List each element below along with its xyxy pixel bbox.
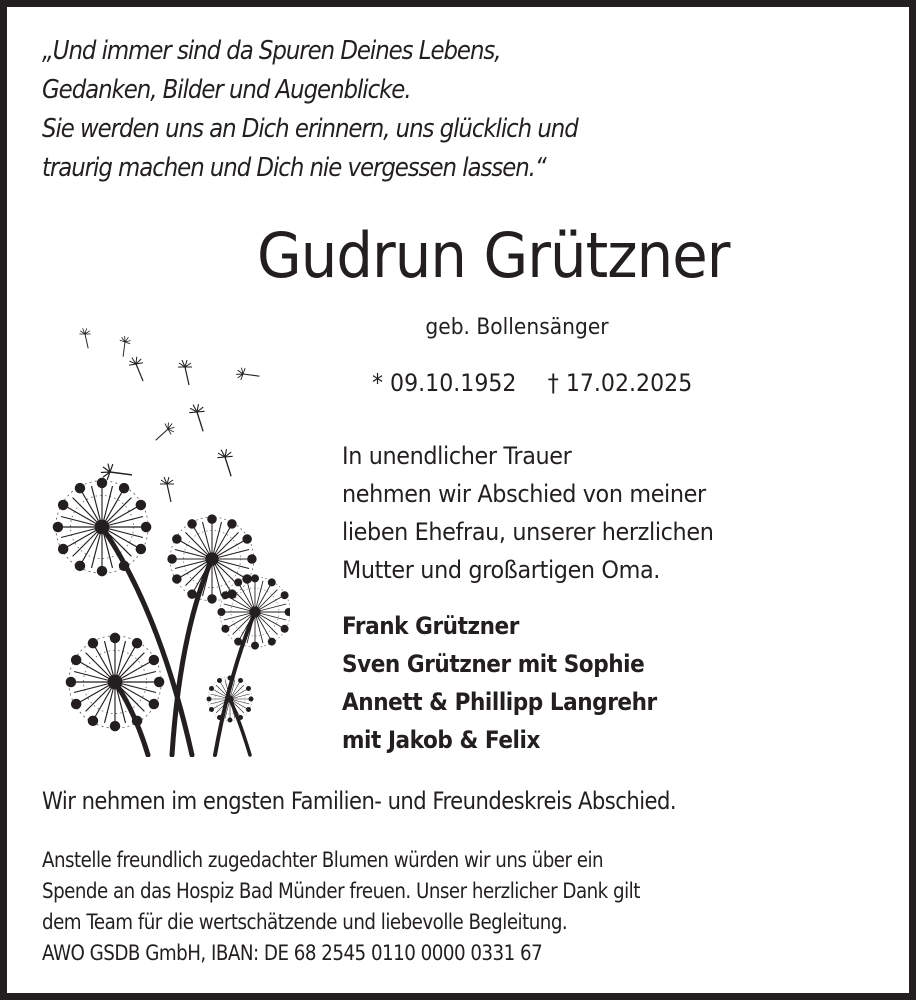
quote-line: Sie werden uns an Dich erinnern, uns glücklich und — [42, 114, 578, 144]
donation-line: Spende an das Hospiz Bad Münder freuen. Unser herzlicher Dank gilt — [42, 879, 640, 903]
mourning-line: nehmen wir Abschied von meiner — [342, 480, 706, 508]
donation-request — [42, 845, 640, 969]
family-member: mit Jakob & Felix — [342, 726, 540, 754]
mourning-line: In unendlicher Trauer — [342, 442, 572, 470]
family-member: Sven Grützner mit Sophie — [342, 650, 645, 678]
quote-line: „Und immer sind da Spuren Deines Lebens, — [42, 36, 501, 66]
family-member: Annett & Phillipp Langrehr — [342, 688, 657, 716]
maiden-name: geb. Bollensänger — [425, 315, 609, 340]
deceased-name: Gudrun Grützner — [257, 219, 730, 292]
mourning-line: Mutter und großartigen Oma. — [342, 556, 661, 584]
death-date: † 17.02.2025 — [547, 369, 693, 397]
birth-date: * 09.10.1952 — [372, 369, 517, 397]
mourning-line: lieben Ehefrau, unserer herzlichen — [342, 518, 714, 546]
donation-line: Anstelle freundlich zugedachter Blumen würden wir uns über ein — [42, 848, 604, 872]
family-member: Frank Grützner — [342, 612, 519, 640]
donation-line: dem Team für die wertschätzende und liebevolle Begleitung. — [42, 910, 568, 934]
memorial-quote — [42, 32, 578, 188]
bank-details: AWO GSDB GmbH, IBAN: DE 68 2545 0110 0000 0331 67 — [42, 941, 543, 965]
life-dates — [372, 369, 692, 397]
quote-line: Gedanken, Bilder und Augenblicke. — [42, 75, 411, 105]
quote-line: traurig machen und Dich nie vergessen lassen.“ — [42, 153, 546, 183]
mourning-text — [342, 437, 713, 589]
family-signatures — [342, 607, 657, 759]
dandelion-icon — [40, 312, 290, 757]
farewell-statement: Wir nehmen im engsten Familien- und Freundeskreis Abschied. — [42, 787, 677, 815]
obituary-notice — [7, 7, 909, 993]
